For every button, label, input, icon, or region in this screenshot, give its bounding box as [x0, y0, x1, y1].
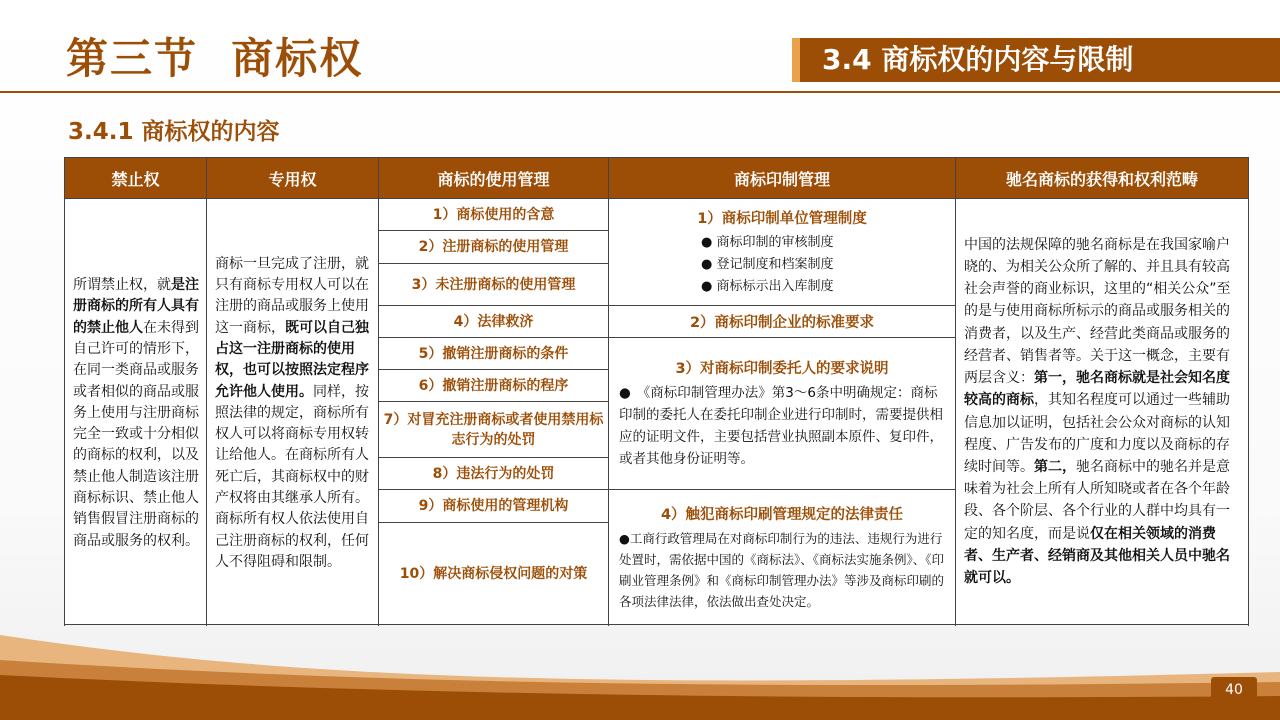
printing-heading-1: 1）商标印制单位管理制度 — [697, 210, 867, 227]
usage-item: 2）注册商标的使用管理 — [379, 231, 609, 264]
bottom-wave-decoration — [0, 620, 1280, 720]
usage-item: 10）解决商标侵权问题的对策 — [379, 523, 609, 625]
header-divider — [0, 91, 1280, 93]
subsection-title: 3.4.1 商标权的内容 — [68, 119, 280, 145]
header-prohibition: 禁止权 — [65, 158, 207, 199]
famous-text: 中国的法规保障的驰名商标是在我国家喻户晓的、为相关公众所了解的、并且具有较高社会声誉的商业标识，这里的“相关公众”至的是与使用商标所标示的商品或服务相关的消费者，以及生产、经营此类商品或服务的经营者、销售者等。关于这一概念，主要有两层含义：第一，驰名商标就是社会知名度较高的商标，其知名程度可以通过一些辅助信息加以证明，包括社会公众对商标的认知程度、广告发布的广度和力度以及商标的存续时间等。第二，驰名商标中的驰名并是意味着为社会上所有人所知晓或者在各个年龄段、各个阶层、各个行业的人群中均具有一定的知名度，而是说仅在相关领域的消费者、生产者、经销商及其他相关人员中驰名就可以。 — [964, 236, 1231, 586]
header-exclusive: 专用权 — [207, 158, 379, 199]
printing-cell-1 — [609, 199, 956, 306]
header-printing: 商标印制管理 — [609, 158, 956, 199]
printing-heading-3: 3）对商标印制委托人的要求说明 — [675, 361, 889, 377]
exclusive-text: 商标一旦完成了注册，就只有商标专用权人可以在注册的商品或服务上使用这一商标，既可以自己独占这一注册商标的使用权，也可以按照法定程序允许他人使用。同样，按照法律的规定，商标所有权人可以将商标专用权转让给他人。在商标所有人死亡后，其商标权中的财产权将由其继承人所有。商标所有权人依法使用自己注册商标的权利，任何人不得阻碍和限制。 — [215, 255, 369, 570]
usage-item: 4）法律救济 — [379, 306, 609, 338]
printing-bullets: ● 商标印制的审核制度 ● 登记制度和档案制度 ● 商标标示出入库制度 — [609, 232, 955, 298]
printing-text-4: ●工商行政管理局在对商标印制行为的违法、违规行为进行处置时，需依据中国的《商标法》、《商标法实施条例》、《印刷业管理条例》和《商标印制管理办法》等涉及商标印刷的各项法律法律，依法做出查处决定。 — [619, 530, 945, 609]
usage-item: 5）撤销注册商标的条件 — [379, 338, 609, 370]
page-title: 第三节 商标权 — [66, 34, 364, 83]
header-famous: 驰名商标的获得和权利范畴 — [956, 158, 1249, 199]
usage-item: 3）未注册商标的使用管理 — [379, 264, 609, 306]
usage-item: 9）商标使用的管理机构 — [379, 490, 609, 523]
usage-item: 1）商标使用的含意 — [379, 199, 609, 231]
prohibition-cell — [65, 199, 207, 625]
section-accent-bar — [792, 38, 800, 82]
usage-item: 7）对冒充注册商标或者使用禁用标志行为的处罚 — [379, 402, 609, 458]
usage-item: 8）违法行为的处罚 — [379, 458, 609, 490]
trademark-rights-table — [64, 157, 1249, 625]
printing-cell-4 — [609, 490, 956, 625]
famous-cell — [956, 199, 1249, 625]
exclusive-cell — [207, 199, 379, 625]
printing-heading-4: 4）触犯商标印刷管理规定的法律责任 — [660, 506, 904, 523]
printing-text-3: ● 《商标印制管理办法》第3～6条中明确规定：商标印制的委托人在委托印制企业进行印制时，需要提供相应的证明文件，主要包括营业执照副本原件、复印件，或者其他身份证明等。 — [619, 385, 943, 467]
prohibition-text: 所谓禁止权，就是注册商标的所有人具有的禁止他人在未得到自己许可的情形下，在同一类商品或服务或者相似的商品或服务上使用与注册商标完全一致或十分相似的商标的权利，以及禁止他人制造该注册商标标识、禁止他人销售假冒注册商标的商品或服务的权利。 — [73, 277, 199, 549]
section-title-box: 3.4 商标权的内容与限制 — [800, 38, 1280, 82]
usage-item: 6）撤销注册商标的程序 — [379, 370, 609, 402]
page-number: 40 — [1211, 677, 1257, 704]
printing-cell-2: 2）商标印制企业的标准要求 — [609, 306, 956, 338]
header-usage: 商标的使用管理 — [379, 158, 609, 199]
printing-cell-3 — [609, 338, 956, 490]
